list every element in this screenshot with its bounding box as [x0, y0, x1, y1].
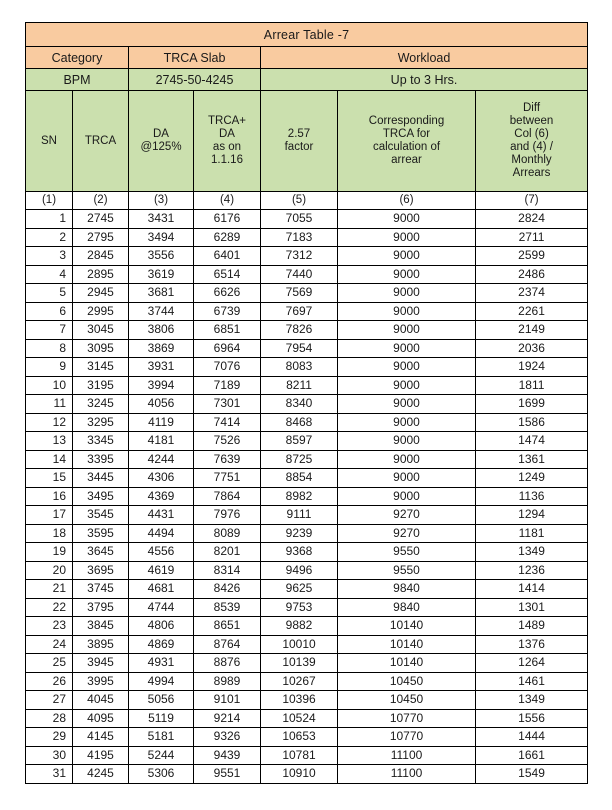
- cell-col-4: 6176: [194, 210, 261, 229]
- cell-col-4: 7864: [194, 487, 261, 506]
- cell-col-5: 9368: [261, 543, 338, 562]
- arrear-table-sheet: [25, 22, 587, 784]
- cell-col-3: 4244: [129, 450, 194, 469]
- cell-col-6: 9550: [338, 561, 476, 580]
- table-row: [26, 765, 588, 784]
- cell-col-3: 4431: [129, 506, 194, 525]
- cell-sn: 15: [26, 469, 73, 488]
- cell-col-7: 1699: [476, 395, 588, 414]
- cell-col-4: 9101: [194, 691, 261, 710]
- cell-col-3: 3681: [129, 284, 194, 303]
- table-row: [26, 358, 588, 377]
- cell-col-2: 2995: [73, 302, 129, 321]
- cell-col-2: 3395: [73, 450, 129, 469]
- value-trca-slab: 2745-50-4245: [129, 69, 261, 91]
- cell-col-3: 3744: [129, 302, 194, 321]
- column-number-1: (1): [26, 192, 73, 210]
- table-row: [26, 321, 588, 340]
- column-header-sn: SN: [26, 91, 73, 192]
- cell-col-4: 7076: [194, 358, 261, 377]
- cell-col-2: 2795: [73, 228, 129, 247]
- table-row: [26, 413, 588, 432]
- column-header-trca: TRCA: [73, 91, 129, 192]
- cell-col-3: 5306: [129, 765, 194, 784]
- cell-col-7: 1924: [476, 358, 588, 377]
- cell-col-5: 9496: [261, 561, 338, 580]
- table-row: [26, 691, 588, 710]
- cell-col-4: 6739: [194, 302, 261, 321]
- cell-col-2: 2745: [73, 210, 129, 229]
- column-number-row: [26, 192, 588, 210]
- value-workload: Up to 3 Hrs.: [261, 69, 588, 91]
- table-row: [26, 339, 588, 358]
- cell-col-6: 9000: [338, 210, 476, 229]
- table-row: [26, 617, 588, 636]
- cell-col-2: 4145: [73, 728, 129, 747]
- table-row: [26, 302, 588, 321]
- cell-sn: 6: [26, 302, 73, 321]
- table-row: [26, 524, 588, 543]
- cell-col-3: 4056: [129, 395, 194, 414]
- cell-col-7: 1294: [476, 506, 588, 525]
- cell-col-5: 7055: [261, 210, 338, 229]
- cell-col-7: 1236: [476, 561, 588, 580]
- cell-sn: 11: [26, 395, 73, 414]
- cell-col-5: 7440: [261, 265, 338, 284]
- cell-col-5: 8340: [261, 395, 338, 414]
- cell-sn: 26: [26, 672, 73, 691]
- cell-col-3: 3556: [129, 247, 194, 266]
- arrear-table: [25, 22, 588, 784]
- column-header-trca-plus-da: TRCA+ DA as on 1.1.16: [194, 91, 261, 192]
- label-workload: Workload: [261, 47, 588, 69]
- cell-sn: 28: [26, 709, 73, 728]
- cell-col-7: 2824: [476, 210, 588, 229]
- cell-col-3: 5056: [129, 691, 194, 710]
- cell-col-5: 8854: [261, 469, 338, 488]
- cell-col-2: 3795: [73, 598, 129, 617]
- cell-sn: 22: [26, 598, 73, 617]
- cell-col-7: 2711: [476, 228, 588, 247]
- cell-col-7: 2036: [476, 339, 588, 358]
- cell-col-4: 7639: [194, 450, 261, 469]
- cell-col-5: 8211: [261, 376, 338, 395]
- cell-col-5: 8468: [261, 413, 338, 432]
- table-row: [26, 265, 588, 284]
- cell-col-6: 9000: [338, 450, 476, 469]
- cell-col-3: 4681: [129, 580, 194, 599]
- cell-sn: 21: [26, 580, 73, 599]
- cell-col-4: 8539: [194, 598, 261, 617]
- cell-col-6: 9000: [338, 228, 476, 247]
- cell-col-5: 7569: [261, 284, 338, 303]
- cell-col-5: 10010: [261, 635, 338, 654]
- column-number-4: (4): [194, 192, 261, 210]
- cell-col-4: 7189: [194, 376, 261, 395]
- cell-col-7: 2149: [476, 321, 588, 340]
- cell-col-4: 9551: [194, 765, 261, 784]
- table-row: [26, 746, 588, 765]
- table-row: [26, 728, 588, 747]
- cell-col-3: 4306: [129, 469, 194, 488]
- cell-col-4: 8989: [194, 672, 261, 691]
- column-header-diff-monthly-arrears: Diff between Col (6) and (4) / Monthly Arrears: [476, 91, 588, 192]
- cell-col-3: 3806: [129, 321, 194, 340]
- cell-col-4: 8651: [194, 617, 261, 636]
- cell-col-4: 6289: [194, 228, 261, 247]
- cell-col-5: 10396: [261, 691, 338, 710]
- cell-sn: 5: [26, 284, 73, 303]
- column-header-da: DA @125%: [129, 91, 194, 192]
- cell-col-6: 9270: [338, 524, 476, 543]
- cell-col-2: 3645: [73, 543, 129, 562]
- column-number-6: (6): [338, 192, 476, 210]
- cell-sn: 17: [26, 506, 73, 525]
- cell-col-7: 1461: [476, 672, 588, 691]
- cell-col-6: 10450: [338, 691, 476, 710]
- page-title: Arrear Table -7: [26, 23, 588, 47]
- meta-label-row: [26, 47, 588, 69]
- cell-col-2: 3495: [73, 487, 129, 506]
- cell-col-4: 8764: [194, 635, 261, 654]
- cell-col-3: 4931: [129, 654, 194, 673]
- cell-col-2: 3695: [73, 561, 129, 580]
- cell-col-6: 9000: [338, 284, 476, 303]
- column-number-5: (5): [261, 192, 338, 210]
- table-row: [26, 432, 588, 451]
- cell-col-2: 2945: [73, 284, 129, 303]
- cell-col-2: 3045: [73, 321, 129, 340]
- cell-col-7: 1811: [476, 376, 588, 395]
- cell-col-4: 9326: [194, 728, 261, 747]
- cell-col-6: 9000: [338, 265, 476, 284]
- table-row: [26, 450, 588, 469]
- table-title-row: [26, 23, 588, 47]
- cell-col-6: 9840: [338, 580, 476, 599]
- cell-col-4: 6851: [194, 321, 261, 340]
- cell-col-2: 4045: [73, 691, 129, 710]
- cell-col-6: 9550: [338, 543, 476, 562]
- cell-col-7: 1661: [476, 746, 588, 765]
- cell-col-2: 3245: [73, 395, 129, 414]
- cell-col-5: 10139: [261, 654, 338, 673]
- cell-col-2: 3595: [73, 524, 129, 543]
- cell-sn: 18: [26, 524, 73, 543]
- cell-col-7: 1264: [476, 654, 588, 673]
- cell-col-5: 7954: [261, 339, 338, 358]
- cell-col-7: 1444: [476, 728, 588, 747]
- cell-col-2: 3145: [73, 358, 129, 377]
- cell-col-6: 9000: [338, 302, 476, 321]
- cell-col-3: 4556: [129, 543, 194, 562]
- table-row: [26, 469, 588, 488]
- cell-col-4: 7301: [194, 395, 261, 414]
- cell-col-6: 9000: [338, 469, 476, 488]
- cell-col-6: 9000: [338, 247, 476, 266]
- cell-col-5: 9625: [261, 580, 338, 599]
- cell-col-5: 9239: [261, 524, 338, 543]
- value-category: BPM: [26, 69, 129, 91]
- table-row: [26, 561, 588, 580]
- cell-sn: 2: [26, 228, 73, 247]
- cell-col-2: 3945: [73, 654, 129, 673]
- meta-value-row: [26, 69, 588, 91]
- cell-col-5: 9882: [261, 617, 338, 636]
- cell-col-6: 9000: [338, 321, 476, 340]
- cell-col-3: 3494: [129, 228, 194, 247]
- arrear-table-body: [26, 23, 588, 784]
- table-row: [26, 635, 588, 654]
- cell-sn: 8: [26, 339, 73, 358]
- cell-col-5: 7183: [261, 228, 338, 247]
- cell-col-6: 9000: [338, 376, 476, 395]
- cell-col-4: 9439: [194, 746, 261, 765]
- cell-sn: 24: [26, 635, 73, 654]
- cell-col-3: 3931: [129, 358, 194, 377]
- cell-col-5: 10653: [261, 728, 338, 747]
- cell-col-3: 4869: [129, 635, 194, 654]
- cell-col-5: 7697: [261, 302, 338, 321]
- cell-col-2: 4095: [73, 709, 129, 728]
- cell-sn: 23: [26, 617, 73, 636]
- cell-col-7: 1249: [476, 469, 588, 488]
- table-row: [26, 395, 588, 414]
- column-header-factor: 2.57 factor: [261, 91, 338, 192]
- cell-col-5: 10910: [261, 765, 338, 784]
- table-row: [26, 228, 588, 247]
- cell-col-4: 8314: [194, 561, 261, 580]
- cell-col-4: 6964: [194, 339, 261, 358]
- cell-col-2: 2895: [73, 265, 129, 284]
- cell-col-6: 11100: [338, 765, 476, 784]
- cell-col-6: 10450: [338, 672, 476, 691]
- cell-sn: 1: [26, 210, 73, 229]
- cell-col-2: 4245: [73, 765, 129, 784]
- cell-col-5: 10524: [261, 709, 338, 728]
- cell-col-7: 2374: [476, 284, 588, 303]
- cell-col-6: 10140: [338, 617, 476, 636]
- cell-sn: 10: [26, 376, 73, 395]
- cell-col-5: 8083: [261, 358, 338, 377]
- column-number-2: (2): [73, 192, 129, 210]
- cell-col-3: 3619: [129, 265, 194, 284]
- cell-col-4: 7414: [194, 413, 261, 432]
- cell-col-7: 2599: [476, 247, 588, 266]
- cell-col-7: 1556: [476, 709, 588, 728]
- cell-col-7: 2261: [476, 302, 588, 321]
- cell-sn: 12: [26, 413, 73, 432]
- table-row: [26, 506, 588, 525]
- cell-col-7: 1361: [476, 450, 588, 469]
- table-row: [26, 598, 588, 617]
- label-category: Category: [26, 47, 129, 69]
- cell-col-7: 2486: [476, 265, 588, 284]
- cell-col-7: 1301: [476, 598, 588, 617]
- cell-col-4: 9214: [194, 709, 261, 728]
- column-header-corresponding-trca: Corresponding TRCA for calculation of arrear: [338, 91, 476, 192]
- cell-col-5: 8982: [261, 487, 338, 506]
- cell-col-4: 8426: [194, 580, 261, 599]
- cell-sn: 9: [26, 358, 73, 377]
- cell-col-3: 3994: [129, 376, 194, 395]
- cell-sn: 30: [26, 746, 73, 765]
- cell-col-3: 5181: [129, 728, 194, 747]
- cell-sn: 13: [26, 432, 73, 451]
- cell-col-2: 3295: [73, 413, 129, 432]
- cell-col-5: 10267: [261, 672, 338, 691]
- cell-col-5: 9111: [261, 506, 338, 525]
- cell-col-4: 7976: [194, 506, 261, 525]
- column-number-7: (7): [476, 192, 588, 210]
- table-row: [26, 487, 588, 506]
- cell-col-5: 7826: [261, 321, 338, 340]
- cell-col-4: 6626: [194, 284, 261, 303]
- cell-col-3: 5119: [129, 709, 194, 728]
- table-row: [26, 376, 588, 395]
- cell-sn: 20: [26, 561, 73, 580]
- cell-col-7: 1474: [476, 432, 588, 451]
- cell-col-2: 3745: [73, 580, 129, 599]
- cell-sn: 7: [26, 321, 73, 340]
- cell-col-7: 1549: [476, 765, 588, 784]
- column-number-3: (3): [129, 192, 194, 210]
- cell-col-4: 6514: [194, 265, 261, 284]
- cell-col-6: 9840: [338, 598, 476, 617]
- cell-col-5: 8725: [261, 450, 338, 469]
- cell-col-3: 4806: [129, 617, 194, 636]
- cell-sn: 27: [26, 691, 73, 710]
- cell-col-4: 7751: [194, 469, 261, 488]
- cell-col-7: 1376: [476, 635, 588, 654]
- cell-col-5: 8597: [261, 432, 338, 451]
- cell-col-2: 2845: [73, 247, 129, 266]
- cell-col-2: 3895: [73, 635, 129, 654]
- cell-col-6: 9000: [338, 487, 476, 506]
- cell-col-4: 6401: [194, 247, 261, 266]
- table-row: [26, 210, 588, 229]
- cell-col-2: 4195: [73, 746, 129, 765]
- cell-sn: 3: [26, 247, 73, 266]
- cell-sn: 19: [26, 543, 73, 562]
- cell-col-5: 9753: [261, 598, 338, 617]
- cell-col-6: 10140: [338, 635, 476, 654]
- cell-col-2: 3095: [73, 339, 129, 358]
- cell-col-4: 8876: [194, 654, 261, 673]
- cell-col-6: 10770: [338, 728, 476, 747]
- cell-col-7: 1181: [476, 524, 588, 543]
- cell-col-6: 9270: [338, 506, 476, 525]
- cell-col-4: 8089: [194, 524, 261, 543]
- cell-col-6: 9000: [338, 395, 476, 414]
- cell-sn: 4: [26, 265, 73, 284]
- cell-sn: 31: [26, 765, 73, 784]
- cell-sn: 25: [26, 654, 73, 673]
- cell-col-7: 1489: [476, 617, 588, 636]
- cell-col-4: 8201: [194, 543, 261, 562]
- cell-col-2: 3195: [73, 376, 129, 395]
- cell-col-6: 10770: [338, 709, 476, 728]
- cell-col-2: 3845: [73, 617, 129, 636]
- table-row: [26, 543, 588, 562]
- table-row: [26, 247, 588, 266]
- table-row: [26, 580, 588, 599]
- cell-col-3: 4369: [129, 487, 194, 506]
- cell-col-3: 3869: [129, 339, 194, 358]
- cell-col-7: 1586: [476, 413, 588, 432]
- cell-sn: 14: [26, 450, 73, 469]
- cell-col-4: 7526: [194, 432, 261, 451]
- cell-sn: 29: [26, 728, 73, 747]
- cell-col-6: 11100: [338, 746, 476, 765]
- table-row: [26, 672, 588, 691]
- cell-col-2: 3345: [73, 432, 129, 451]
- cell-col-3: 4994: [129, 672, 194, 691]
- cell-col-2: 3445: [73, 469, 129, 488]
- cell-col-6: 9000: [338, 339, 476, 358]
- column-header-row: [26, 91, 588, 192]
- table-row: [26, 709, 588, 728]
- table-row: [26, 654, 588, 673]
- cell-col-6: 10140: [338, 654, 476, 673]
- cell-col-6: 9000: [338, 358, 476, 377]
- cell-col-6: 9000: [338, 413, 476, 432]
- cell-col-3: 4181: [129, 432, 194, 451]
- cell-col-7: 1414: [476, 580, 588, 599]
- cell-col-3: 3431: [129, 210, 194, 229]
- cell-col-2: 3545: [73, 506, 129, 525]
- cell-col-5: 7312: [261, 247, 338, 266]
- cell-col-2: 3995: [73, 672, 129, 691]
- cell-sn: 16: [26, 487, 73, 506]
- cell-col-7: 1349: [476, 543, 588, 562]
- cell-col-3: 4119: [129, 413, 194, 432]
- cell-col-3: 4619: [129, 561, 194, 580]
- label-trca-slab: TRCA Slab: [129, 47, 261, 69]
- cell-col-6: 9000: [338, 432, 476, 451]
- cell-col-3: 5244: [129, 746, 194, 765]
- cell-col-7: 1349: [476, 691, 588, 710]
- cell-col-3: 4744: [129, 598, 194, 617]
- cell-col-5: 10781: [261, 746, 338, 765]
- cell-col-3: 4494: [129, 524, 194, 543]
- table-row: [26, 284, 588, 303]
- cell-col-7: 1136: [476, 487, 588, 506]
